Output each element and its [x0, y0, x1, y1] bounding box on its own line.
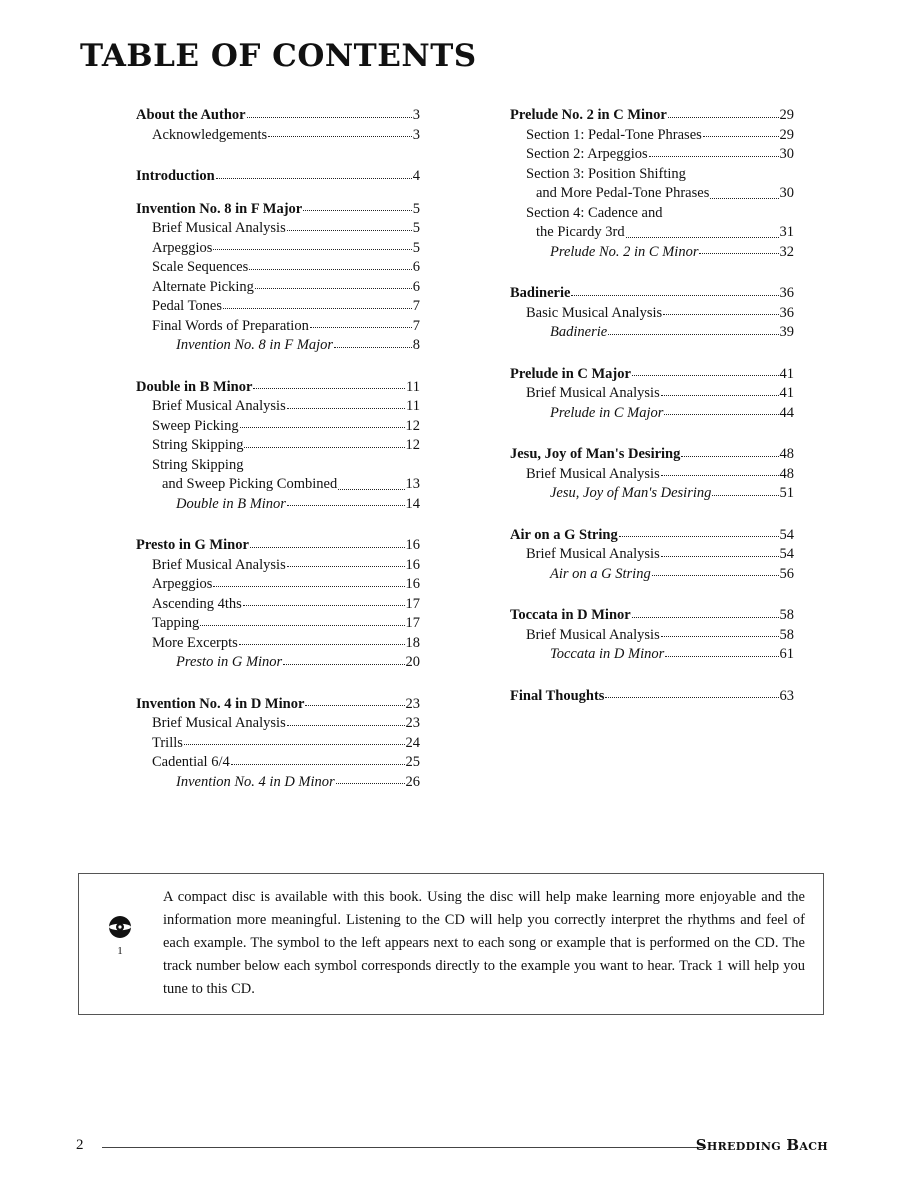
dot-leader	[334, 347, 412, 348]
toc-section	[136, 106, 420, 145]
toc-entry-title: Final Words of Preparation	[152, 317, 309, 334]
toc-page-number: 36	[779, 285, 794, 301]
toc-entry[interactable]	[136, 126, 420, 146]
toc-page-number: 4	[412, 168, 420, 184]
toc-entry[interactable]	[136, 773, 420, 793]
toc-page-number: 16	[405, 556, 420, 573]
toc-entry-title: Prelude No. 2 in C Minor	[550, 243, 699, 260]
toc-entry[interactable]	[136, 297, 420, 317]
toc-page-number: 26	[405, 773, 420, 790]
dot-leader	[668, 117, 779, 118]
toc-page-number: 7	[412, 298, 420, 314]
toc-entry-title: Arpeggios	[152, 239, 213, 256]
toc-page-number: 17	[405, 615, 420, 631]
dot-leader	[213, 249, 411, 250]
toc-page-number: 6	[412, 259, 420, 275]
toc-entry-title: Prelude in C Major	[510, 365, 631, 382]
toc-page-number: 58	[779, 607, 794, 623]
toc-entry-title: Jesu, Joy of Man's Desiring	[550, 485, 712, 501]
toc-entry[interactable]	[136, 397, 420, 417]
toc-entry[interactable]	[136, 456, 420, 495]
dot-leader	[243, 605, 405, 606]
toc-entry[interactable]	[136, 239, 420, 259]
dot-leader	[216, 178, 412, 179]
toc-entry[interactable]	[136, 417, 420, 437]
dot-leader	[664, 414, 778, 415]
toc-entry[interactable]	[136, 167, 420, 187]
toc-page-number: 32	[779, 243, 794, 260]
toc-entry-title: Pedal Tones	[152, 298, 223, 314]
toc-entry[interactable]	[136, 495, 420, 515]
dot-leader	[605, 697, 778, 698]
toc-page-number: 30	[779, 146, 794, 162]
dot-leader	[699, 253, 778, 254]
toc-entry-title: Double in B Minor	[176, 495, 286, 512]
toc-entry[interactable]	[510, 384, 794, 404]
toc-entry-title: Toccata in D Minor	[550, 646, 665, 662]
toc-entry-title: Trills	[152, 734, 183, 751]
dot-leader	[710, 198, 778, 199]
toc-entry-title: Brief Musical Analysis	[526, 546, 660, 562]
toc-entry[interactable]	[510, 445, 794, 465]
toc-entry[interactable]	[510, 204, 794, 243]
toc-entry-title: Toccata in D Minor	[510, 607, 631, 623]
toc-entry-title: Scale Sequences	[152, 259, 249, 275]
toc-page-number: 54	[779, 546, 794, 562]
toc-section	[510, 365, 794, 424]
dot-leader	[287, 566, 405, 567]
toc-entry-title: Section 4: Cadence and	[526, 204, 663, 221]
dot-leader	[310, 327, 412, 328]
toc-page-number: 41	[779, 365, 794, 382]
toc-entry-title: Presto in G Minor	[176, 654, 283, 670]
toc-entry-title: Sweep Picking	[152, 417, 239, 434]
dot-leader	[665, 656, 778, 657]
toc-entry-title: String Skipping	[152, 437, 244, 453]
toc-entry[interactable]	[510, 126, 794, 146]
toc-entry[interactable]	[510, 465, 794, 485]
dot-leader	[661, 395, 779, 396]
toc-page-number: 58	[779, 626, 794, 643]
toc-page-number: 41	[779, 385, 794, 401]
toc-entry-title: Alternate Picking	[152, 278, 254, 295]
toc-page-number: 48	[779, 465, 794, 482]
toc-page-number: 5	[412, 220, 420, 236]
toc-entry-title: Basic Musical Analysis	[526, 304, 663, 321]
toc-entry-title: Jesu, Joy of Man's Desiring	[510, 446, 681, 462]
dot-leader	[249, 269, 412, 270]
toc-entry-title: Invention No. 4 in D Minor	[176, 773, 335, 790]
toc-page-number: 8	[412, 337, 420, 353]
dot-leader	[608, 334, 778, 335]
toc-entry-title: Invention No. 4 in D Minor	[136, 695, 305, 712]
dot-leader	[681, 456, 778, 457]
toc-entry[interactable]	[510, 645, 794, 665]
toc-entry[interactable]	[136, 614, 420, 634]
toc-entry-title: Brief Musical Analysis	[152, 220, 286, 236]
dot-leader	[200, 625, 404, 626]
toc-entry[interactable]	[136, 734, 420, 754]
cd-icon	[107, 914, 133, 960]
toc-section	[510, 526, 794, 585]
toc-entry[interactable]	[136, 378, 420, 398]
toc-section	[136, 167, 420, 187]
cd-notice-text: A compact disc is available with this book. Using the disc will help make learning more enjoyable and the information more meaningful. Listening to the CD will help you correctly interpret the rhythms and feel of each example. The symbol to the left appears next to each song or example that is performed on the CD. The track number below each symbol corresponds directly to the example you want to hear. Track 1 will help you tune to this CD.	[163, 889, 805, 997]
dot-leader	[287, 505, 405, 506]
toc-entry[interactable]	[510, 526, 794, 546]
toc-section	[510, 687, 794, 707]
toc-entry-title: Final Thoughts	[510, 687, 605, 704]
dot-leader	[213, 586, 404, 587]
toc-entry-title: Brief Musical Analysis	[526, 465, 660, 482]
toc-entry-title: Prelude in C Major	[550, 404, 664, 421]
toc-page-number: 17	[405, 595, 420, 612]
toc-page-number: 5	[412, 239, 420, 256]
toc-page-number: 6	[412, 278, 420, 295]
toc-entry-title: Badinerie	[510, 285, 571, 301]
dot-leader	[244, 447, 404, 448]
toc-entry-title: Tapping	[152, 615, 200, 631]
toc-page-number: 16	[405, 576, 420, 592]
toc-page-number: 29	[779, 126, 794, 143]
toc-entry[interactable]	[510, 365, 794, 385]
dot-leader	[255, 288, 412, 289]
toc-entry-title: Brief Musical Analysis	[152, 715, 286, 731]
dot-leader	[268, 136, 412, 137]
toc-page-number: 12	[405, 417, 420, 434]
toc-page-number: 20	[405, 654, 420, 670]
toc-entry-title: Double in B Minor	[136, 378, 253, 395]
toc-entry[interactable]	[510, 106, 794, 126]
cd-notice-box	[78, 873, 824, 1015]
dot-leader	[250, 547, 405, 548]
toc-entry-title: Air on a G String	[550, 565, 651, 582]
toc-entry-title: Arpeggios	[152, 576, 213, 592]
dot-leader	[223, 308, 412, 309]
dot-leader	[712, 495, 778, 496]
toc-left-column	[136, 106, 420, 814]
toc-page-number: 36	[779, 304, 794, 321]
toc-page-number: 31	[779, 224, 794, 240]
toc-page-number: 23	[405, 695, 420, 712]
toc-entry[interactable]	[136, 106, 420, 126]
toc-page-number: 11	[406, 398, 420, 414]
dot-leader	[184, 744, 405, 745]
toc-page-number: 61	[779, 646, 794, 662]
toc-section	[510, 106, 794, 262]
toc-page-number: 5	[412, 200, 420, 217]
toc-entry-title: Acknowledgements	[152, 126, 268, 143]
dot-leader	[287, 725, 405, 726]
footer-divider	[102, 1147, 706, 1148]
toc-entry[interactable]	[510, 484, 794, 504]
toc-page-number: 14	[405, 495, 420, 512]
toc-page-number: 3	[412, 107, 420, 123]
toc-section	[510, 284, 794, 343]
toc-entry[interactable]	[510, 565, 794, 585]
dot-leader	[652, 575, 779, 576]
toc-page-number: 16	[405, 537, 420, 553]
toc-page-number: 63	[779, 687, 794, 704]
dot-leader	[619, 536, 779, 537]
toc-entry-title: Section 2: Arpeggios	[526, 146, 648, 162]
toc-entry-title: String Skipping	[152, 456, 244, 473]
toc-page-number: 12	[405, 437, 420, 453]
toc-section	[510, 445, 794, 504]
toc-entry[interactable]	[136, 634, 420, 654]
toc-entry-title: Invention No. 8 in F Major	[136, 200, 303, 217]
toc-entry-title: Brief Musical Analysis	[152, 398, 286, 414]
toc-entry[interactable]	[510, 606, 794, 626]
dot-leader	[663, 314, 778, 315]
toc-entry-title: Brief Musical Analysis	[526, 626, 660, 643]
toc-entry[interactable]	[136, 536, 420, 556]
toc-entry[interactable]	[510, 687, 794, 707]
dot-leader	[303, 210, 412, 211]
toc-entry-title: Presto in G Minor	[136, 537, 249, 553]
toc-page-number: 56	[779, 565, 794, 582]
dot-leader	[661, 475, 779, 476]
toc-page-number: 51	[779, 485, 794, 501]
toc-page-number: 39	[779, 324, 794, 340]
dot-leader	[703, 136, 779, 137]
dot-leader	[253, 388, 405, 389]
dot-leader	[336, 783, 405, 784]
toc-entry[interactable]	[510, 243, 794, 263]
toc-right-column	[510, 106, 794, 719]
toc-entry-title: Invention No. 8 in F Major	[176, 337, 334, 353]
toc-entry[interactable]	[136, 753, 420, 773]
toc-entry-title-continued: the Picardy 3rd	[536, 224, 625, 240]
toc-entry[interactable]	[510, 323, 794, 343]
toc-entry[interactable]	[136, 714, 420, 734]
toc-entry[interactable]	[136, 595, 420, 615]
toc-entry-title: Ascending 4ths	[152, 595, 242, 612]
toc-entry-title: Introduction	[136, 168, 215, 184]
toc-entry[interactable]	[510, 284, 794, 304]
dot-leader	[632, 375, 779, 376]
toc-entry[interactable]	[136, 336, 420, 356]
toc-page-number: 25	[405, 754, 420, 770]
toc-page-number: 29	[779, 107, 794, 123]
toc-entry[interactable]	[510, 304, 794, 324]
toc-entry-title: About the Author	[136, 107, 246, 123]
dot-leader	[338, 489, 404, 490]
dot-leader	[231, 764, 405, 765]
page-title: TABLE OF CONTENTS	[80, 38, 477, 74]
toc-section	[136, 200, 420, 356]
toc-entry-title: Air on a G String	[510, 526, 618, 543]
toc-entry[interactable]	[136, 317, 420, 337]
toc-page-number: 7	[412, 317, 420, 334]
toc-page-number: 3	[412, 126, 420, 143]
toc-section	[136, 536, 420, 673]
toc-entry[interactable]	[136, 575, 420, 595]
toc-entry[interactable]	[136, 556, 420, 576]
toc-page-number: 30	[779, 185, 794, 201]
toc-entry[interactable]	[510, 626, 794, 646]
toc-section	[510, 606, 794, 665]
dot-leader	[661, 636, 779, 637]
dot-leader	[571, 295, 778, 296]
page-number: 2	[76, 1137, 84, 1153]
toc-entry-title: Cadential 6/4	[152, 754, 230, 770]
dot-leader	[626, 237, 779, 238]
toc-page-number: 24	[405, 734, 420, 751]
toc-entry-title: Brief Musical Analysis	[152, 556, 286, 573]
toc-page-number: 44	[779, 404, 794, 421]
dot-leader	[240, 427, 405, 428]
toc-page-number: 18	[405, 634, 420, 651]
dot-leader	[649, 156, 779, 157]
toc-page-number: 48	[779, 446, 794, 462]
toc-entry-title: Badinerie	[550, 324, 608, 340]
dot-leader	[632, 617, 779, 618]
page-footer	[76, 1134, 828, 1158]
toc-entry[interactable]	[136, 436, 420, 456]
toc-entry[interactable]	[136, 278, 420, 298]
toc-entry[interactable]	[136, 258, 420, 278]
dot-leader	[239, 644, 405, 645]
dot-leader	[247, 117, 412, 118]
toc-entry[interactable]	[510, 145, 794, 165]
toc-entry-title: Section 3: Position Shifting	[526, 165, 686, 182]
toc-entry-title-continued: and More Pedal-Tone Phrases	[536, 185, 710, 201]
cd-track-label: 1	[117, 945, 123, 957]
toc-page-number: 13	[405, 476, 420, 492]
toc-entry[interactable]	[510, 165, 794, 204]
toc-page-number: 11	[406, 378, 420, 395]
dot-leader	[305, 705, 404, 706]
dot-leader	[287, 408, 405, 409]
toc-page-number: 54	[779, 526, 794, 543]
toc-entry-title: Prelude No. 2 in C Minor	[510, 107, 667, 123]
toc-page-number: 23	[405, 715, 420, 731]
toc-entry-title: Brief Musical Analysis	[526, 385, 660, 401]
toc-entry[interactable]	[136, 200, 420, 220]
toc-entry[interactable]	[136, 653, 420, 673]
toc-entry[interactable]	[510, 545, 794, 565]
toc-section	[136, 695, 420, 793]
toc-entry[interactable]	[510, 404, 794, 424]
toc-section	[136, 378, 420, 515]
dot-leader	[287, 230, 412, 231]
running-book-title: Shredding Bach	[695, 1136, 828, 1154]
toc-entry-title-continued: and Sweep Picking Combined	[162, 476, 338, 492]
dot-leader	[661, 556, 779, 557]
toc-entry-title: Section 1: Pedal-Tone Phrases	[526, 126, 702, 143]
toc-entry[interactable]	[136, 695, 420, 715]
dot-leader	[283, 664, 404, 665]
toc-entry[interactable]	[136, 219, 420, 239]
toc-entry-title: More Excerpts	[152, 634, 238, 651]
